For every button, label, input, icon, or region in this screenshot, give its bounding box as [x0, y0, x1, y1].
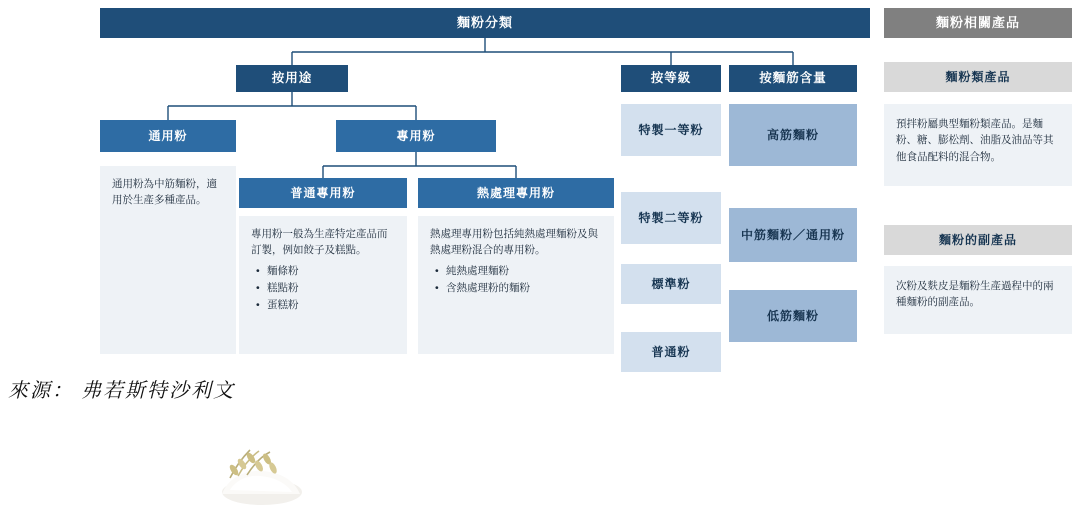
diagram-title: 麵粉分類 — [100, 8, 870, 38]
wheat-flour-image — [210, 444, 306, 506]
node-by-use: 按用途 — [236, 65, 348, 92]
list-item: • 含熱處理粉的麵粉 — [446, 280, 602, 296]
list-item: • 純熱處理麵粉 — [446, 263, 602, 279]
right-byproducts-desc: 次粉及麩皮是麵粉生產過程中的兩種麵粉的副產品。 — [884, 266, 1072, 334]
list-item: • 蛋糕粉 — [267, 297, 395, 313]
list-item: • 麵條粉 — [267, 263, 395, 279]
panel-heat-treated-special-flour — [418, 216, 614, 354]
panel-heat-treated-list — [430, 263, 602, 297]
node-grade-ordinary: 普通粉 — [621, 332, 721, 372]
node-by-gluten: 按麵筋含量 — [729, 65, 857, 92]
right-flour-products-title: 麵粉類產品 — [884, 62, 1072, 92]
related-products-title: 麵粉相關產品 — [884, 8, 1072, 38]
node-special-flour: 專用粉 — [336, 120, 496, 152]
node-grade-special-two: 特製二等粉 — [621, 192, 721, 244]
node-grade-standard: 標準粉 — [621, 264, 721, 304]
node-general-flour: 通用粉 — [100, 120, 236, 152]
node-gluten-high: 高筋麵粉 — [729, 104, 857, 166]
panel-ordinary-special-flour — [239, 216, 407, 354]
node-ordinary-special-flour: 普通專用粉 — [239, 178, 407, 208]
node-grade-special-one: 特製一等粉 — [621, 104, 721, 156]
node-gluten-low: 低筋麵粉 — [729, 290, 857, 342]
list-item: • 糕點粉 — [267, 280, 395, 296]
panel-general-flour-text: 通用粉為中筋麵粉，適用於生產多種產品。 — [112, 178, 217, 207]
right-flour-products-desc: 預拌粉屬典型麵粉類產品。是麵粉、糖、膨松劑、油脂及油品等其他食品配料的混合物。 — [884, 104, 1072, 186]
node-heat-treated-special-flour: 熱處理專用粉 — [418, 178, 614, 208]
panel-heat-treated-text: 熱處理專用粉包括純熱處理麵粉及與熱處理粉混合的專用粉。 — [430, 228, 598, 257]
node-gluten-medium: 中筋麵粉／通用粉 — [729, 208, 857, 262]
source-label: 來源： 弗若斯特沙利文 — [8, 380, 235, 402]
panel-general-flour — [100, 166, 236, 354]
panel-ordinary-special-text: 專用粉一般為生產特定產品而訂製，例如餃子及糕點。 — [251, 228, 388, 257]
right-byproducts-title: 麵粉的副產品 — [884, 225, 1072, 255]
node-by-grade: 按等級 — [621, 65, 721, 92]
panel-ordinary-special-list — [251, 263, 395, 314]
